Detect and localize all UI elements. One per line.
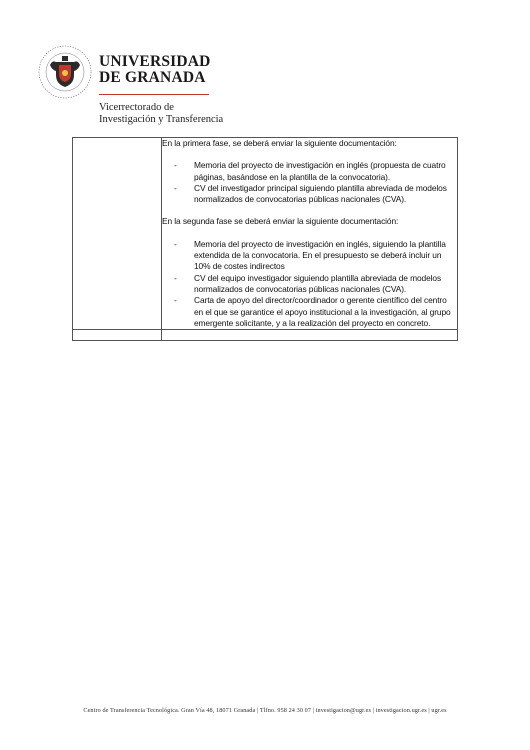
bullet-dash: - (174, 160, 177, 171)
list-item-text: Memoria del proyecto de investigación en inglés (propuesta de cuatro páginas, basándose en la plantilla de la convocatoria). (194, 160, 446, 182)
table-label-cell (73, 138, 162, 330)
department-line2: Investigación y Transferencia (99, 114, 224, 125)
list-item (174, 160, 457, 183)
table-content-cell (162, 330, 458, 341)
table-row (73, 138, 458, 330)
list-item (174, 239, 457, 273)
bullet-dash: - (174, 182, 177, 193)
university-seal-icon (38, 45, 92, 99)
list-item (174, 273, 457, 296)
phase1-intro: En la primera fase, se deberá enviar la siguiente documentación: (162, 138, 397, 148)
footer-contact: Centro de Transferencia Tecnológica. Gran Vía 48, 18071 Granada | Tlfno. 958 24 30 07 | investigacion@ugr.es | investigacion.ugr.es | ugr.es (83, 707, 447, 714)
header-divider (99, 94, 209, 95)
university-name (99, 54, 211, 86)
list-item (174, 183, 457, 206)
list-item-text: CV del equipo investigador siguiendo plantilla abreviada de modelos normalizados de convocatorias públicas nacionales (CVA). (194, 272, 442, 294)
list-item-text: CV del investigador principal siguiendo plantilla abreviada de modelos normalizados de convocatorias públicas nacionales (CVA). (194, 182, 447, 205)
table-row-empty (73, 330, 458, 341)
bullet-dash: - (174, 238, 177, 249)
list-item (174, 295, 457, 329)
department-name (99, 102, 223, 126)
list-item-text: Carta de apoyo del director/coordinador o gerente científico del centro en el que se garantice el apoyo institucional a la investigación, al grupo emergente solicitante, y a la realización del proyecto en concreto. (194, 295, 451, 328)
documentation-table (72, 137, 458, 341)
bullet-dash: - (174, 272, 177, 283)
list-item-text: Memoria del proyecto de investigación en inglés, siguiendo la plantilla extendida de la convocatoria. En el presupuesto se deberá incluir un 10% de costes indirectos (194, 238, 446, 272)
phase2-list (162, 239, 457, 329)
university-name-line2: DE GRANADA (99, 69, 206, 86)
bullet-dash: - (174, 295, 177, 306)
department-line1: Vicerrectorado de (99, 102, 174, 113)
table-label-cell (73, 330, 162, 341)
table-content-cell (162, 138, 458, 330)
phase2-intro: En la segunda fase se deberá enviar la siguiente documentación: (162, 216, 399, 227)
university-name-line1: UNIVERSIDAD (99, 53, 211, 70)
phase1-list (162, 160, 457, 205)
